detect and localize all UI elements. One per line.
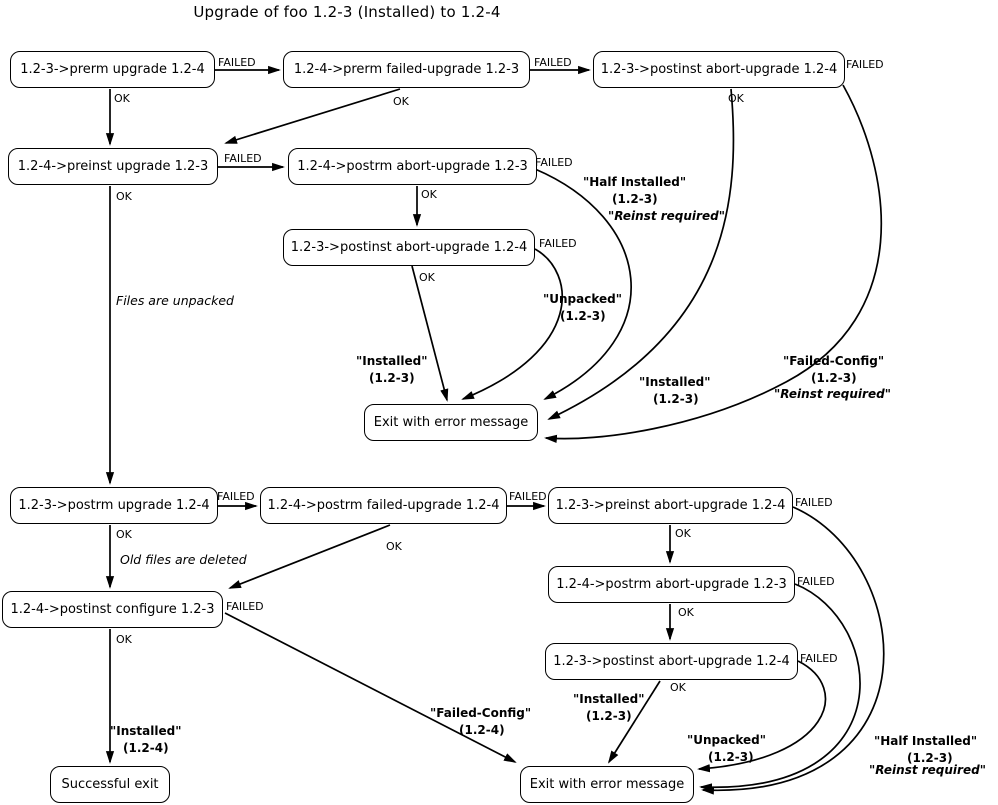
node-postinst-configure: 1.2-4->postinst configure 1.2-3 [2, 591, 223, 628]
edge-label-failed: FAILED [534, 56, 572, 69]
node-prerm-upgrade: 1.2-3->prerm upgrade 1.2-4 [10, 51, 215, 88]
state-installed-124: "Installed" [110, 724, 182, 738]
state-half-installed-123: "Half Installed" [583, 175, 687, 189]
state-half-installed-123: "Half Installed" [874, 734, 978, 748]
node-success-exit: Successful exit [50, 766, 170, 803]
edge-label-failed: FAILED [217, 490, 255, 503]
edge-label-ok: OK [386, 540, 402, 553]
note-files-unpacked: Files are unpacked [116, 293, 234, 308]
edge-label-ok: OK [419, 271, 435, 284]
state-failed-config-124: "Failed-Config" [430, 706, 532, 720]
state-half-installed-123-reinst: "Reinst required" [869, 763, 986, 777]
edge-postinst-abort-mid-ok [412, 266, 447, 400]
state-installed-123-version: (1.2-3) [586, 709, 632, 723]
edge-label-failed: FAILED [226, 600, 264, 613]
state-half-installed-123-version: (1.2-3) [907, 751, 953, 765]
edge-postrm-failed-upgrade-ok [230, 525, 390, 588]
edge-label-ok: OK [393, 95, 409, 108]
state-installed-123-version: (1.2-3) [653, 392, 699, 406]
edge-label-ok: OK [116, 528, 132, 541]
state-installed-123: "Installed" [356, 354, 428, 368]
edge-label-ok: OK [678, 606, 694, 619]
note-old-files-deleted: Old files are deleted [120, 552, 247, 567]
edge-prerm-failed-upgrade-ok [226, 89, 400, 143]
node-preinst-upgrade: 1.2-4->preinst upgrade 1.2-3 [8, 148, 218, 185]
node-postrm-abort-upgrade-bottom: 1.2-4->postrm abort-upgrade 1.2-3 [548, 566, 795, 603]
edge-label-failed: FAILED [800, 652, 838, 665]
node-exit-error-bottom: Exit with error message [520, 766, 694, 803]
node-exit-error-top: Exit with error message [364, 404, 538, 441]
node-postrm-abort-upgrade-top: 1.2-4->postrm abort-upgrade 1.2-3 [288, 148, 537, 185]
edge-label-failed: FAILED [509, 490, 547, 503]
node-postrm-failed-upgrade: 1.2-4->postrm failed-upgrade 1.2-4 [260, 487, 507, 524]
edge-postinst-configure-failed [225, 613, 515, 762]
state-unpacked-123-version: (1.2-3) [560, 309, 606, 323]
edge-label-failed: FAILED [218, 56, 256, 69]
edge-label-failed: FAILED [535, 156, 573, 169]
edge-postinst-abort-mid-failed [463, 249, 562, 399]
node-postinst-abort-upgrade-bottom: 1.2-3->postinst abort-upgrade 1.2-4 [545, 643, 798, 680]
edge-label-ok: OK [675, 527, 691, 540]
edge-label-failed: FAILED [795, 496, 833, 509]
state-unpacked-123-version: (1.2-3) [708, 750, 754, 764]
node-preinst-abort-upgrade: 1.2-3->preinst abort-upgrade 1.2-4 [548, 487, 793, 524]
state-unpacked-123: "Unpacked" [543, 292, 622, 306]
edge-label-failed: FAILED [224, 152, 262, 165]
state-installed-124-version: (1.2-4) [123, 741, 169, 755]
node-postinst-abort-upgrade-mid: 1.2-3->postinst abort-upgrade 1.2-4 [283, 229, 535, 266]
state-installed-123: "Installed" [573, 692, 645, 706]
edge-postinst-abort-top-failed [546, 85, 881, 439]
edge-label-failed: FAILED [797, 575, 835, 588]
edge-label-failed: FAILED [846, 58, 884, 71]
edge-label-failed: FAILED [539, 237, 577, 250]
state-failed-config-123-reinst: "Reinst required" [774, 387, 891, 401]
state-unpacked-123: "Unpacked" [687, 733, 766, 747]
edge-label-ok: OK [114, 92, 130, 105]
node-postrm-upgrade: 1.2-3->postrm upgrade 1.2-4 [10, 487, 218, 524]
state-failed-config-123: "Failed-Config" [783, 354, 885, 368]
state-installed-123-version: (1.2-3) [369, 371, 415, 385]
node-postinst-abort-upgrade-top: 1.2-3->postinst abort-upgrade 1.2-4 [593, 51, 845, 88]
state-half-installed-123-reinst: "Reinst required" [608, 209, 725, 223]
edge-label-ok: OK [421, 188, 437, 201]
state-failed-config-123-version: (1.2-3) [811, 371, 857, 385]
diagram-title: Upgrade of foo 1.2-3 (Installed) to 1.2-4 [193, 3, 501, 21]
edge-label-ok: OK [670, 681, 686, 694]
state-half-installed-123-version: (1.2-3) [612, 192, 658, 206]
edge-label-ok: OK [116, 190, 132, 203]
edge-label-ok: OK [116, 633, 132, 646]
state-failed-config-124-version: (1.2-4) [459, 723, 505, 737]
node-prerm-failed-upgrade: 1.2-4->prerm failed-upgrade 1.2-3 [283, 51, 530, 88]
state-installed-123: "Installed" [639, 375, 711, 389]
edge-label-ok: OK [728, 92, 744, 105]
edge-postinst-abort-top-ok [549, 89, 733, 419]
